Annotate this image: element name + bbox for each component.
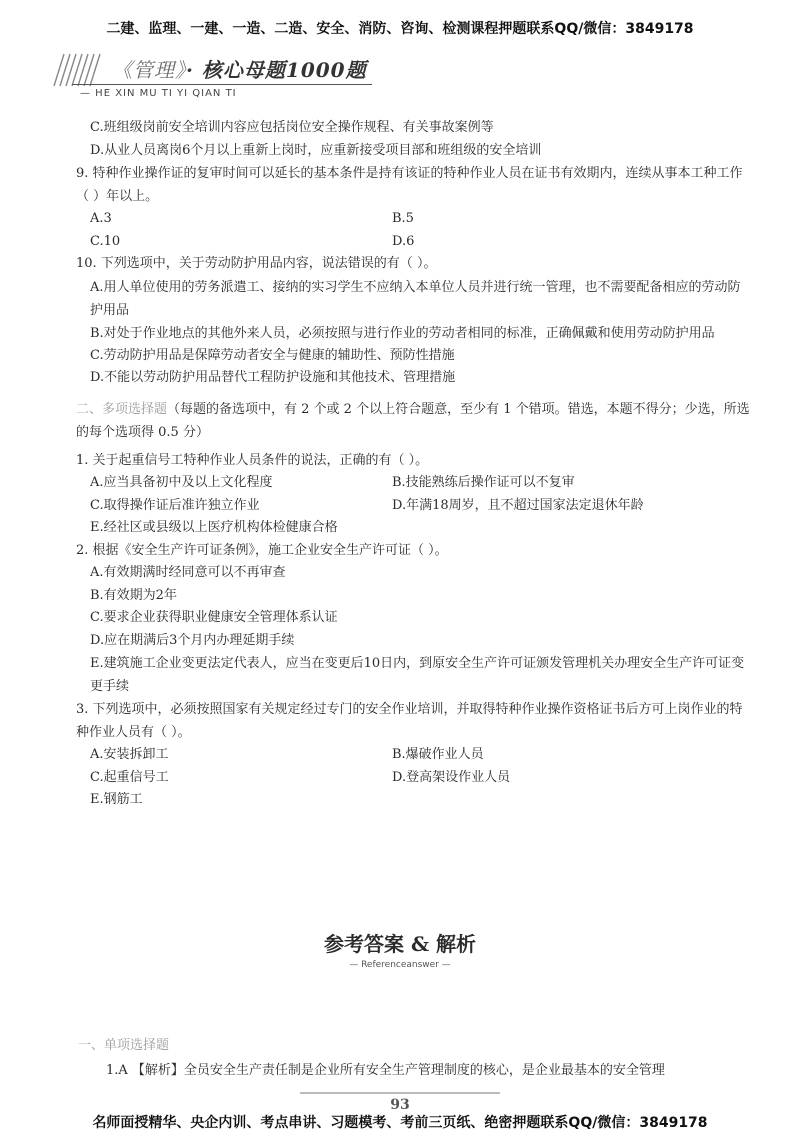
options-row bbox=[76, 767, 752, 790]
option-e: E.经社区或县级以上医疗机构体检健康合格 bbox=[90, 520, 338, 535]
answers-title: 参考答案 & 解析 bbox=[324, 932, 476, 956]
option-a: A.安装拆卸工 bbox=[90, 747, 169, 762]
options-row bbox=[76, 495, 752, 518]
option-a: A.用人单位使用的劳务派遣工、接纳的实习学生不应纳入本单位人员并进行统一管理，也不需要配备相应的劳动防护用品 bbox=[90, 279, 741, 318]
stripes-decoration-icon bbox=[50, 52, 102, 88]
option-line: C.班组级岗前安全培训内容应包括岗位安全操作规程、有关事故案例等 bbox=[90, 120, 494, 135]
book-pinyin: — HE XIN MU TI YI QIAN TI bbox=[80, 88, 237, 99]
section-multiple-choice bbox=[76, 398, 752, 444]
answer-line: 1.A 【解析】全员安全生产责任制是企业所有安全生产管理制度的核心，是企业最基本的安全管理 bbox=[106, 1063, 665, 1078]
options-row bbox=[76, 744, 752, 767]
option-b: B.5 bbox=[392, 211, 414, 226]
options-row bbox=[76, 472, 752, 495]
option-a: A.3 bbox=[90, 211, 112, 226]
option-line: D.从业人员离岗6个月以上重新上岗时，应重新接受项目部和班组级的安全培训 bbox=[90, 142, 542, 158]
options-row bbox=[76, 231, 752, 254]
option-d: D.登高架设作业人员 bbox=[392, 769, 511, 785]
question-content bbox=[76, 117, 752, 812]
book-header bbox=[50, 50, 380, 102]
header-rule bbox=[72, 84, 372, 85]
top-contact-banner: 二建、监理、一建、一造、二造、安全、消防、咨询、检测课程押题联系QQ/微信：3849178 bbox=[106, 21, 694, 37]
section-title: 二、多项选择题 bbox=[76, 401, 168, 417]
option-b: B.有效期为2年 bbox=[90, 587, 177, 603]
option-c: C.取得操作证后准许独立作业 bbox=[90, 497, 260, 513]
question-10: 10. 下列选项中，关于劳动防护用品内容，说法错误的有（ ）。 bbox=[76, 256, 437, 271]
book-title-series: · 核心母题1000题 bbox=[186, 58, 367, 82]
option-b: B.技能熟练后操作证可以不复审 bbox=[392, 475, 575, 490]
answers-section-title: 一、单项选择题 bbox=[78, 1038, 170, 1053]
option-c: C.10 bbox=[90, 233, 121, 249]
options-row bbox=[76, 208, 752, 231]
option-d: D.不能以劳动防护用品替代工程防护设施和其他技术、管理措施 bbox=[90, 370, 456, 385]
option-a: A.有效期满时经同意可以不再审查 bbox=[90, 565, 286, 580]
multi-question-3: 3. 下列选项中，必须按照国家有关规定经过专门的安全作业培训，并取得特种作业操作资格证书后方可上岗作业的特种作业人员有（ ）。 bbox=[76, 702, 743, 740]
option-a: A.应当具备初中及以上文化程度 bbox=[90, 475, 273, 490]
bottom-contact-banner: 名师面授精华、央企内训、考点串讲、习题模考、考前三页纸、绝密押题联系QQ/微信：3849178 bbox=[92, 1115, 708, 1131]
option-c: C.起重信号工 bbox=[90, 769, 169, 785]
book-title bbox=[112, 54, 367, 83]
option-d: D.6 bbox=[392, 233, 415, 249]
option-c: C.要求企业获得职业健康安全管理体系认证 bbox=[90, 610, 338, 625]
option-d: D.年满18周岁，且不超过国家法定退休年龄 bbox=[392, 497, 644, 513]
answers-subtitle: — Referenceanswer — bbox=[349, 960, 451, 970]
option-c: C.劳动防护用品是保障劳动者安全与健康的辅助性、预防性措施 bbox=[90, 347, 455, 363]
page-number-bar bbox=[300, 1092, 500, 1094]
option-b: B.对处于作业地点的其他外来人员，必须按照与进行作业的劳动者相同的标准，正确佩戴和使用劳动防护用品 bbox=[90, 325, 715, 341]
question-9: 9. 特种作业操作证的复审时间可以延长的基本条件是持有该证的特种作业人员在证书有效期内，连续从事本工种工作（ ）年以上。 bbox=[76, 166, 743, 204]
option-d: D.应在期满后3个月内办理延期手续 bbox=[90, 632, 295, 648]
multi-question-2: 2. 根据《安全生产许可证条例》，施工企业安全生产许可证（ ）。 bbox=[76, 542, 448, 558]
book-title-subject: 《管理》 bbox=[112, 58, 186, 82]
multi-question-1: 1. 关于起重信号工特种作业人员条件的说法，正确的有（ ）。 bbox=[76, 452, 429, 468]
option-e: E.建筑施工企业变更法定代表人，应当在变更后10日内，到原安全生产许可证颁发管理机关办理安全生产许可证变更手续 bbox=[90, 656, 745, 694]
option-e: E.钢筋工 bbox=[90, 792, 143, 807]
section-instructions: （每题的备选项中，有 2 个或 2 个以上符合题意，至少有 1 个错项。错选，本题不得分；少选，所选的每个选项得 0.5 分） bbox=[76, 401, 750, 440]
page-number: 93 bbox=[390, 1097, 410, 1113]
option-b: B.爆破作业人员 bbox=[392, 747, 484, 762]
